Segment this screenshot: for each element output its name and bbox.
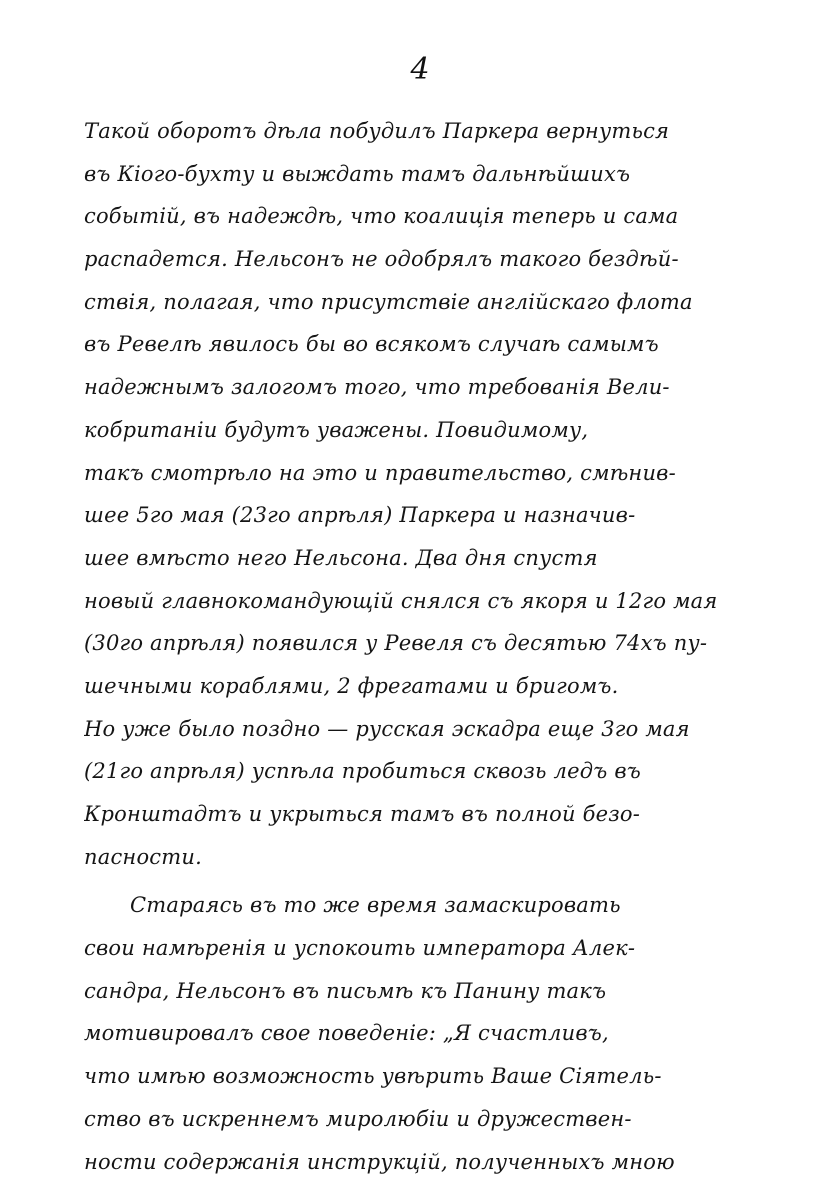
manuscript-line: что имѣю возможность увѣрить Ваше Сіятель-	[84, 1064, 662, 1089]
manuscript-line: распадется. Нельсонъ не одобрялъ такого бездѣй-	[84, 247, 679, 272]
manuscript-line: сандра, Нельсонъ въ письмѣ къ Панину такъ	[84, 978, 607, 1003]
manuscript-line: пасности.	[84, 844, 202, 869]
manuscript-text	[84, 110, 724, 1183]
manuscript-line: свои намѣренія и успокоить императора Алек-	[84, 936, 636, 961]
manuscript-line: ности содержанія инструкцій, полученныхъ мною	[84, 1149, 675, 1174]
manuscript-line: Но уже было поздно — русская эскадра еще 3го мая	[84, 716, 690, 741]
page-number: 4	[410, 52, 430, 87]
manuscript-line: надежнымъ залогомъ того, что требованія Вели-	[84, 375, 670, 400]
manuscript-line: ство въ искреннемъ миролюбіи и дружествен-	[84, 1106, 632, 1131]
manuscript-line: такъ смотрѣло на это и правительство, смѣнив-	[84, 460, 676, 485]
manuscript-line: (30го апрѣля) появился у Ревеля съ десятью 74хъ пу-	[84, 631, 708, 656]
manuscript-line: въ Кіого-бухту и выждать тамъ дальнѣйшихъ	[84, 161, 631, 186]
manuscript-line: событій, въ надеждѣ, что коалиція теперь и сама	[84, 204, 679, 229]
manuscript-line: Стараясь въ то же время замаскировать	[130, 893, 621, 918]
manuscript-line: шечными кораблями, 2 фрегатами и бригомъ.	[84, 673, 619, 698]
manuscript-line: Кронштадтъ и укрыться тамъ въ полной безо-	[84, 802, 641, 826]
manuscript-line: шее 5го мая (23го апрѣля) Паркера и назначив-	[84, 503, 636, 528]
manuscript-line: въ Ревелѣ явилось бы во всякомъ случаѣ самымъ	[84, 332, 659, 357]
manuscript-line: кобританіи будутъ уважены. Повидимому,	[84, 417, 589, 442]
manuscript-line: (21го апрѣля) успѣла пробиться сквозь ледъ въ	[84, 759, 641, 784]
manuscript-line: новый главнокомандующій снялся съ якоря и 12го мая	[84, 588, 718, 613]
manuscript-line: шее вмѣсто него Нельсона. Два дня спустя	[84, 545, 598, 570]
manuscript-line: Такой оборотъ дѣла побудилъ Паркера вернуться	[84, 119, 670, 143]
manuscript-line: ствія, полагая, что присутствіе англійскаго флота	[84, 289, 693, 314]
manuscript-line: мотивировалъ свое поведеніе: „Я счастливъ,	[84, 1021, 609, 1046]
